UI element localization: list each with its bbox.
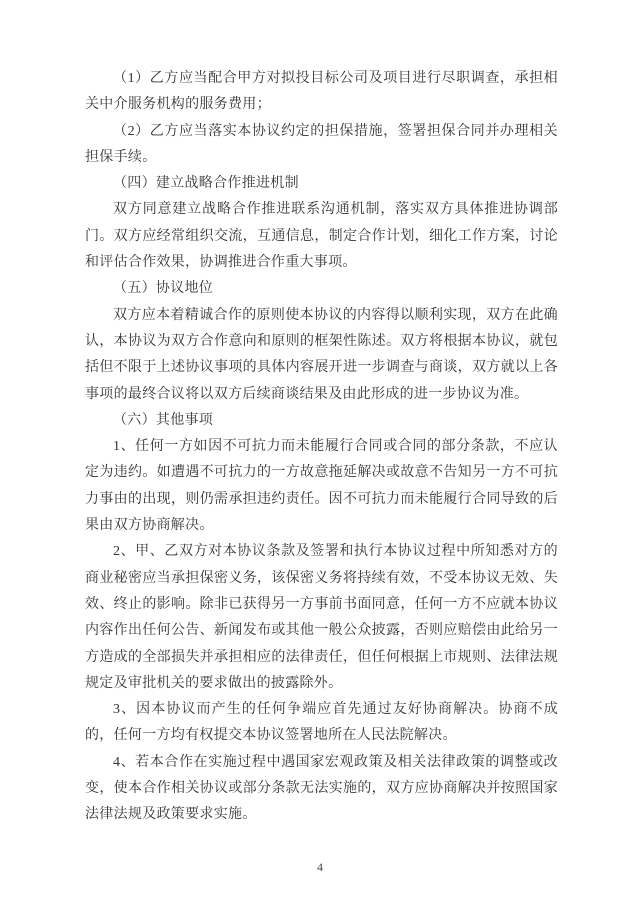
paragraph: （2）乙方应当落实本协议约定的担保措施，签署担保合同并办理相关担保手续。 (85, 123, 558, 165)
paragraph: （六）其他事项 (113, 412, 214, 428)
paragraph: 双方应本着精诚合作的原则使本协议的内容得以顺利实现，双方在此确认，本协议为双方合作意向和原则的框架性陈述。双方将根据本协议，就包括但不限于上述协议事项的具体内容展开进一步调查与商谈，双方就以上各事项的最终合议将以双方后续商谈结果及由此形成的进一步协议为准。 (85, 307, 558, 402)
contract-body (85, 66, 558, 829)
paragraph: （四）建立战略合作推进机制 (113, 176, 299, 192)
paragraph: 1、任何一方如因不可抗力而未能履行合同或合同的部分条款，不应认定为违约。如遭遇不可抗力的一方故意拖延解决或故意不告知另一方不可抗力事由的出现，则仍需承担违约责任。因不可抗力而未能履行合同导致的后果由双方协商解决。 (85, 439, 558, 534)
paragraph: 双方同意建立战略合作推进联系沟通机制，落实双方具体推进协调部门。双方应经常组织交流，互通信息，制定合作计划，细化工作方案，讨论和评估合作效果，协调推进合作重大事项。 (85, 202, 558, 271)
paragraph: （1）乙方应当配合甲方对拟投目标公司及项目进行尽职调查，承担相关中介服务机构的服务费用； (85, 71, 558, 113)
paragraph: 4、若本合作在实施过程中遇国家宏观政策及相关法律政策的调整或改变，使本合作相关协议或部分条款无法实施的，双方应协商解决并按照国家法律法规及政策要求实施。 (85, 754, 558, 823)
paragraph: （五）协议地位 (113, 281, 214, 297)
paragraph: 2、甲、乙双方对本协议条款及签署和执行本协议过程中所知悉对方的商业秘密应当承担保密义务，该保密义务将持续有效，不受本协议无效、失效、终止的影响。除非已获得另一方事前书面同意，任何一方不应就本协议内容作出任何公告、新闻发布或其他一般公众披露，否则应赔偿由此给另一方造成的全部损失并承担相应的法律责任，但任何根据上市规则、法律法规规定及审批机关的要求做出的披露除外。 (85, 544, 558, 691)
paragraph: 3、因本协议而产生的任何争端应首先通过友好协商解决。协商不成的，任何一方均有权提交本协议签署地所在人民法院解决。 (85, 702, 558, 744)
page-number: 4 (317, 860, 323, 874)
